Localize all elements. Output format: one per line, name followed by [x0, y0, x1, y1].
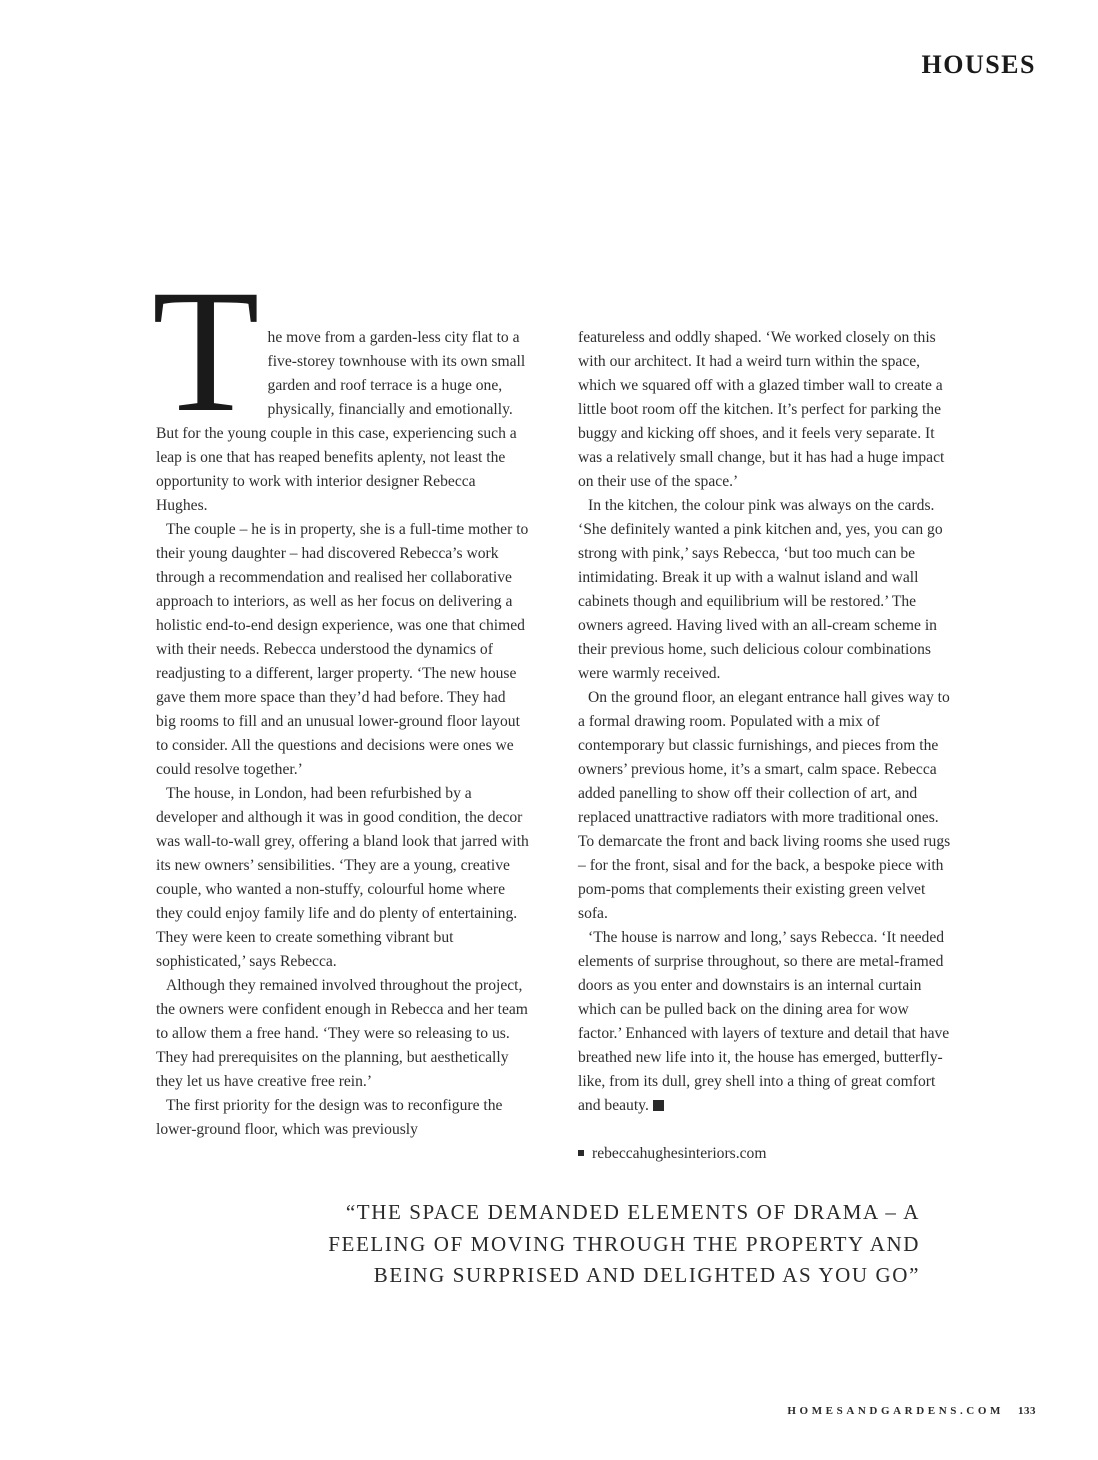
paragraph-text: he move from a garden-less city flat to a five-storey townhouse with its own small garden and roof terrace is a huge one, physically, financially and emotionally. But for the young couple in this case, experiencing such a leap is one that has reaped benefits aplenty, not least the opportunity to work with interior designer Rebecca Hughes.: [156, 329, 526, 514]
end-mark-icon: [653, 1100, 664, 1111]
pull-quote: “THE SPACE DEMANDED ELEMENTS OF DRAMA – A FEELING OF MOVING THROUGH THE PROPERTY AND BEING SURPRISED AND DELIGHTED AS YOU GO”: [328, 1200, 920, 1287]
website-link[interactable]: rebeccahughesinteriors.com: [592, 1145, 767, 1162]
article-paragraph: The first priority for the design was to reconfigure the lower-ground floor, which was previously: [156, 1097, 503, 1138]
article-column-left: [152, 254, 529, 1142]
article-column-right: [578, 326, 951, 1166]
article-paragraph: Although they remained involved throughout the project, the owners were confident enough in Rebecca and her team to allow them a free hand. ‘They were so releasing to us. They had prerequisites on the planning, but aesthetically they let us have creative free rein.’: [156, 977, 528, 1090]
section-heading: HOUSES: [921, 50, 1036, 79]
paragraph-text: ‘The house is narrow and long,’ says Rebecca. ‘It needed elements of surprise throughout, so there are metal-framed doors as you enter and downstairs is an internal curtain which can be pulled back on the dining area for wow factor.’ Enhanced with layers of texture and detail that have breathed new life into it, the house has emerged, butterfly-like, from its dull, grey shell into a thing of great comfort and beauty.: [578, 929, 950, 1114]
page-footer: [787, 1405, 1036, 1417]
article-paragraph: In the kitchen, the colour pink was always on the cards. ‘She definitely wanted a pink kitchen and, yes, you can go strong with pink,’ says Rebecca, ‘but too much can be intimidating. Break it up with a walnut island and wall cabinets though and equilibrium will be restored.’ The owners agreed. Having lived with an all-cream scheme in their previous home, such delicious colour combinations were warmly received.: [578, 497, 943, 682]
drop-cap: T: [152, 254, 260, 449]
article-paragraph: The house, in London, had been refurbished by a developer and although it was in good condition, the decor was wall-to-wall grey, offering a bland look that jarred with its new owners’ sensibilities. ‘They are a young, creative couple, who wanted a non-stuffy, colourful home where they could enjoy family life and do plenty of entertaining. They were keen to create something vibrant but sophisticated,’ says Rebecca.: [156, 785, 529, 970]
footer-site: HOMESANDGARDENS.COM: [787, 1405, 1004, 1417]
article-paragraph: The couple – he is in property, she is a full-time mother to their young daughter – had discovered Rebecca’s work through a recommendation and realised her collaborative approach to interiors, as well as her focus on delivering a holistic end-to-end design experience, was one that chimed with their needs. Rebecca understood the dynamics of readjusting to a different, larger property. ‘The new house gave them more space than they’d had before. They had big rooms to fill and an unusual lower-ground floor layout to consider. All the questions and decisions were ones we could resolve together.’: [156, 521, 529, 778]
website-credit: [578, 1142, 951, 1166]
article-paragraph: On the ground floor, an elegant entrance hall gives way to a formal drawing room. Populated with a mix of contemporary but classic furnishings, and pieces from the owners’ previous home, it’s a smart, calm space. Rebecca added panelling to show off their collection of art, and replaced unattractive radiators with more traditional ones. To demarcate the front and back living rooms she used rugs – for the front, sisal and for the back, a bespoke piece with pom-poms that complements their existing green velvet sofa.: [578, 689, 951, 922]
article-paragraph: [578, 926, 951, 1118]
bullet-icon: [578, 1150, 584, 1156]
page-number: 133: [1018, 1405, 1036, 1417]
article-paragraph: [152, 254, 529, 518]
article-paragraph: featureless and oddly shaped. ‘We worked closely on this with our architect. It had a weird turn within the space, which we squared off with a glazed timber wall to create a little boot room off the kitchen. It’s perfect for parking the buggy and kicking off shoes, and it feels very separate. It was a relatively small change, but it has had a huge impact on their use of the space.’: [578, 329, 945, 490]
